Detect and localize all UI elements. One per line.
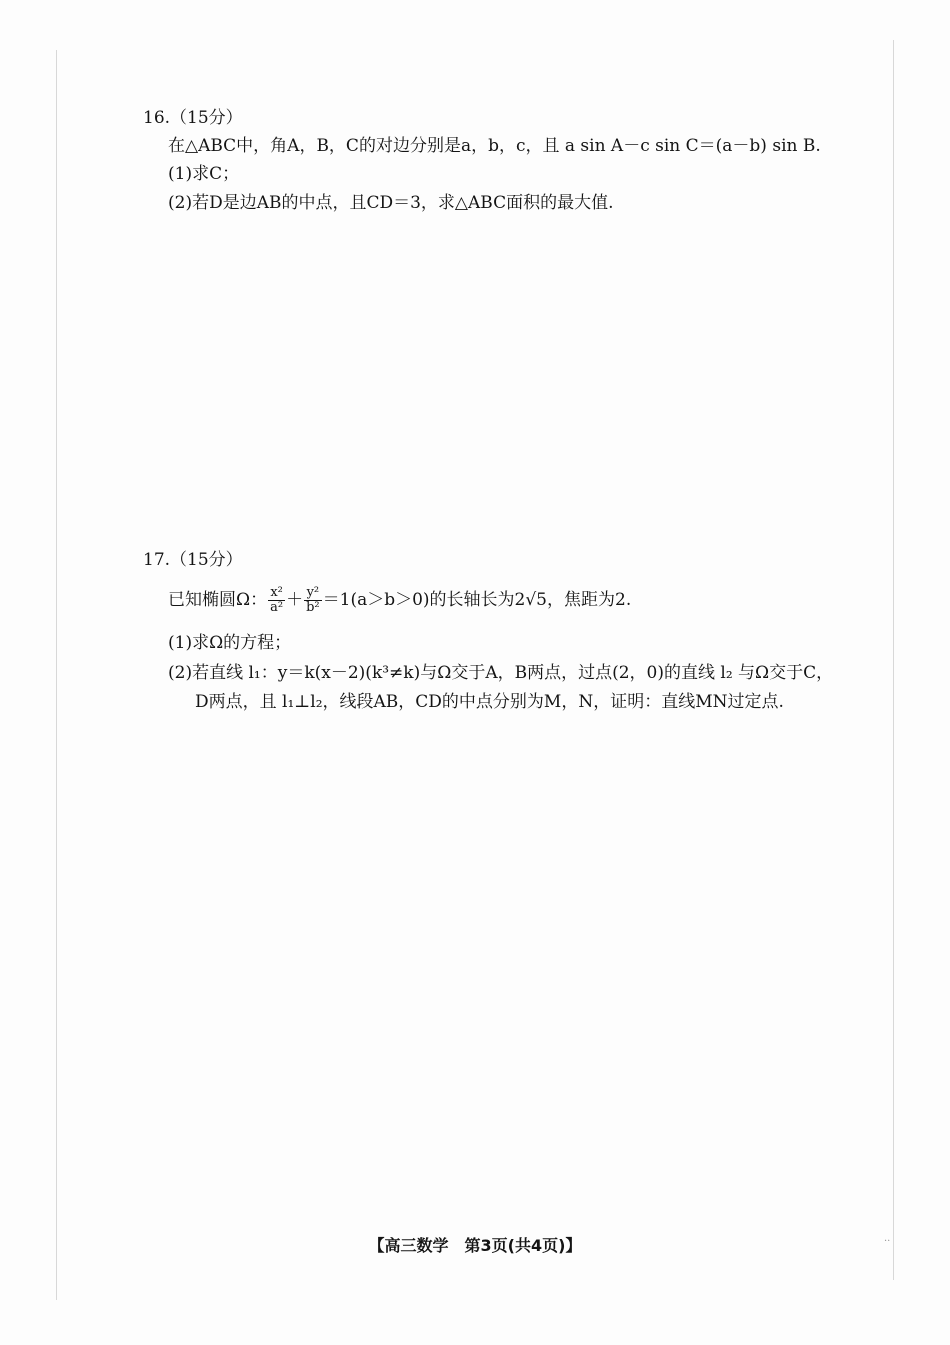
q16-part1: (1)求C； <box>168 164 240 184</box>
q16-part2: (2)若D是边AB的中点，且CD＝3，求△ABC面积的最大值. <box>168 193 614 213</box>
q16-header: 16.（15分） <box>143 108 243 128</box>
scan-edge-left <box>56 50 57 1300</box>
fraction-numerator: y² <box>304 586 322 601</box>
q17-stem <box>168 585 631 615</box>
q17-stem-suffix: ＝1(a＞b＞0)的长轴长为2√5，焦距为2. <box>322 590 632 610</box>
q17-part2-line2: D两点，且 l₁⊥l₂，线段AB，CD的中点分别为M，N，证明：直线MN过定点. <box>195 692 784 712</box>
page-footer: 【高三数学 第3页(共4页)】 <box>368 1236 582 1255</box>
fraction-x-over-a <box>268 586 285 615</box>
q16-stem: 在△ABC中，角A，B，C的对边分别是a，b，c，且 a sin A－c sin C＝(a－b) sin B. <box>168 136 821 156</box>
q17-header: 17.（15分） <box>143 550 243 570</box>
q17-stem-prefix: 已知椭圆Ω： <box>168 590 268 610</box>
scan-edge-right <box>893 40 894 1280</box>
fraction-y-over-b <box>304 586 322 615</box>
corner-mark: ·· <box>884 1236 891 1247</box>
q17-part2-line1: (2)若直线 l₁：y＝k(x－2)(k³≠k)与Ω交于A，B两点，过点(2，0)的直线 l₂ 与Ω交于C， <box>168 663 834 683</box>
fraction-denominator: b² <box>306 600 320 615</box>
q17-part1: (1)求Ω的方程； <box>168 633 292 653</box>
plus-sign: ＋ <box>286 590 304 610</box>
fraction-denominator: a² <box>270 600 284 615</box>
fraction-numerator: x² <box>268 586 285 601</box>
